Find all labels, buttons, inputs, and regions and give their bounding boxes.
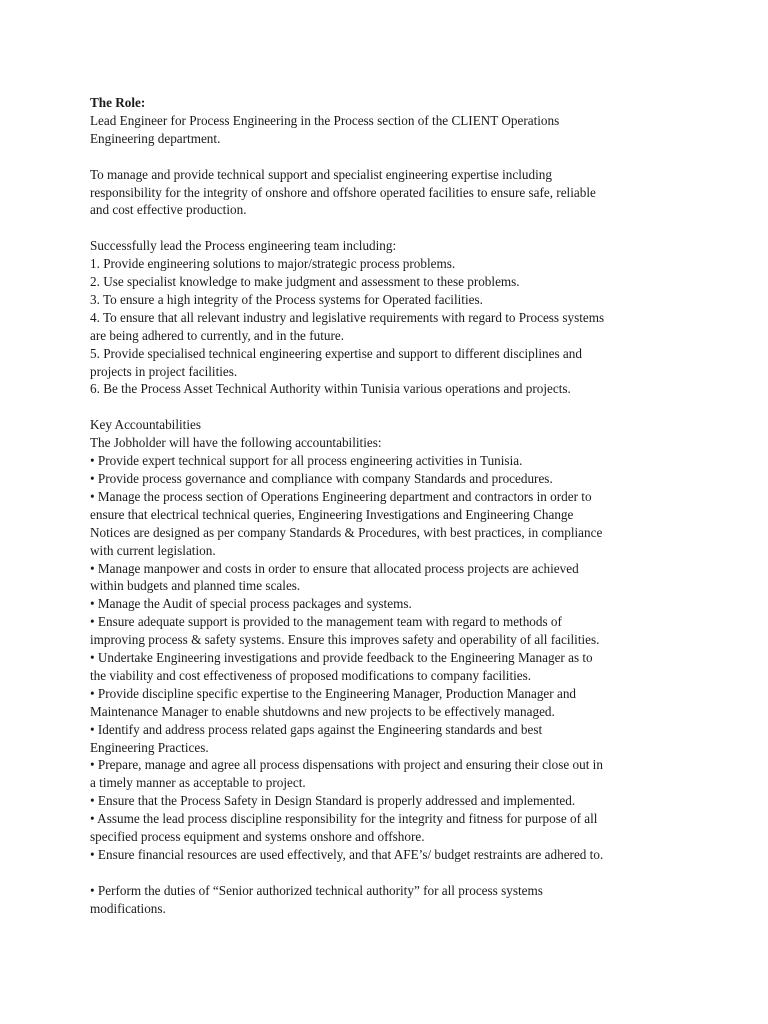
bullet-line-cont: Notices are designed as per company Standards & Procedures, with best practices, in compliance bbox=[90, 524, 603, 540]
intro-paragraph bbox=[90, 112, 690, 148]
accountabilities-heading: Key Accountabilities bbox=[90, 417, 201, 433]
bullet-line-cont: with current legislation. bbox=[90, 542, 216, 558]
team-list-item-cont: are being adhered to currently, and in the future. bbox=[90, 327, 344, 343]
bullet-line: • Manage the Audit of special process packages and systems. bbox=[90, 596, 412, 612]
text-line: and cost effective production. bbox=[90, 202, 247, 218]
paragraph-spacer bbox=[90, 864, 690, 882]
bullet-line: • Perform the duties of “Senior authorized technical authority” for all process systems bbox=[90, 882, 543, 898]
role-heading: The Role: bbox=[90, 95, 146, 110]
bullet-line: • Ensure financial resources are used effectively, and that AFE’s/ budget restraints are adhered to. bbox=[90, 847, 604, 863]
bullet-line-cont: Engineering Practices. bbox=[90, 739, 209, 755]
bullet-line: • Undertake Engineering investigations and provide feedback to the Engineering Manager as to bbox=[90, 650, 593, 666]
paragraph-spacer bbox=[90, 148, 690, 166]
team-list-intro: Successfully lead the Process engineering team including: bbox=[90, 238, 397, 254]
team-list-item: 3. To ensure a high integrity of the Process systems for Operated facilities. bbox=[90, 291, 483, 307]
bullet-line-cont: a timely manner as acceptable to project. bbox=[90, 775, 306, 791]
bullet-line-cont: improving process & safety systems. Ensure this improves safety and operability of all facilities. bbox=[90, 632, 600, 648]
bullet-line-cont: within budgets and planned time scales. bbox=[90, 578, 301, 594]
purpose-paragraph bbox=[90, 166, 690, 220]
team-list-item: 6. Be the Process Asset Technical Authority within Tunisia various operations and projects. bbox=[90, 381, 571, 397]
bullet-line: • Provide expert technical support for all process engineering activities in Tunisia. bbox=[90, 453, 523, 469]
bullet-line: • Provide discipline specific expertise to the Engineering Manager, Production Manager and bbox=[90, 685, 577, 701]
bullet-line: • Ensure adequate support is provided to the management team with regard to methods of bbox=[90, 614, 562, 630]
bullet-line-cont: the viability and cost effectiveness of proposed modifications to company facilities. bbox=[90, 667, 532, 683]
bullet-line-cont: specified process equipment and systems onshore and offshore. bbox=[90, 829, 425, 845]
text-line: Engineering department. bbox=[90, 130, 221, 146]
team-list-item: 5. Provide specialised technical engineering expertise and support to different disciplines and bbox=[90, 345, 582, 361]
accountabilities-intro: The Jobholder will have the following accountabilities: bbox=[90, 435, 382, 451]
bullet-line: • Manage the process section of Operations Engineering department and contractors in order to bbox=[90, 488, 592, 504]
accountabilities-section bbox=[90, 416, 690, 864]
team-list-item: 1. Provide engineering solutions to major/strategic process problems. bbox=[90, 256, 456, 272]
team-list-item: 4. To ensure that all relevant industry and legislative requirements with regard to Process systems bbox=[90, 309, 605, 325]
bullet-line-cont: Maintenance Manager to enable shutdowns and new projects to be effectively managed. bbox=[90, 703, 555, 719]
bullet-line-cont: ensure that electrical technical queries, Engineering Investigations and Engineering Change bbox=[90, 506, 574, 522]
bullet-line: • Manage manpower and costs in order to ensure that allocated process projects are achieved bbox=[90, 560, 579, 576]
bullet-line: • Assume the lead process discipline responsibility for the integrity and fitness for purpose of all bbox=[90, 811, 598, 827]
bullet-line: • Provide process governance and compliance with company Standards and procedures. bbox=[90, 470, 553, 486]
team-list-item-cont: projects in project facilities. bbox=[90, 363, 238, 379]
bullet-line: • Ensure that the Process Safety in Design Standard is properly addressed and implemented. bbox=[90, 793, 576, 809]
bullet-line: • Prepare, manage and agree all process dispensations with project and ensuring their close out in bbox=[90, 757, 603, 773]
document-page bbox=[90, 94, 690, 918]
team-list-item: 2. Use specialist knowledge to make judgment and assessment to these problems. bbox=[90, 274, 520, 290]
team-list bbox=[90, 237, 690, 398]
bullet-line: • Identify and address process related gaps against the Engineering standards and best bbox=[90, 721, 543, 737]
text-line: responsibility for the integrity of onshore and offshore operated facilities to ensure safe, reliable bbox=[90, 184, 596, 200]
paragraph-spacer bbox=[90, 398, 690, 416]
text-line: Lead Engineer for Process Engineering in the Process section of the CLIENT Operations bbox=[90, 112, 560, 128]
text-line: To manage and provide technical support and specialist engineering expertise including bbox=[90, 166, 552, 182]
paragraph-spacer bbox=[90, 219, 690, 237]
bullet-line-cont: modifications. bbox=[90, 900, 166, 916]
final-duty bbox=[90, 882, 690, 918]
